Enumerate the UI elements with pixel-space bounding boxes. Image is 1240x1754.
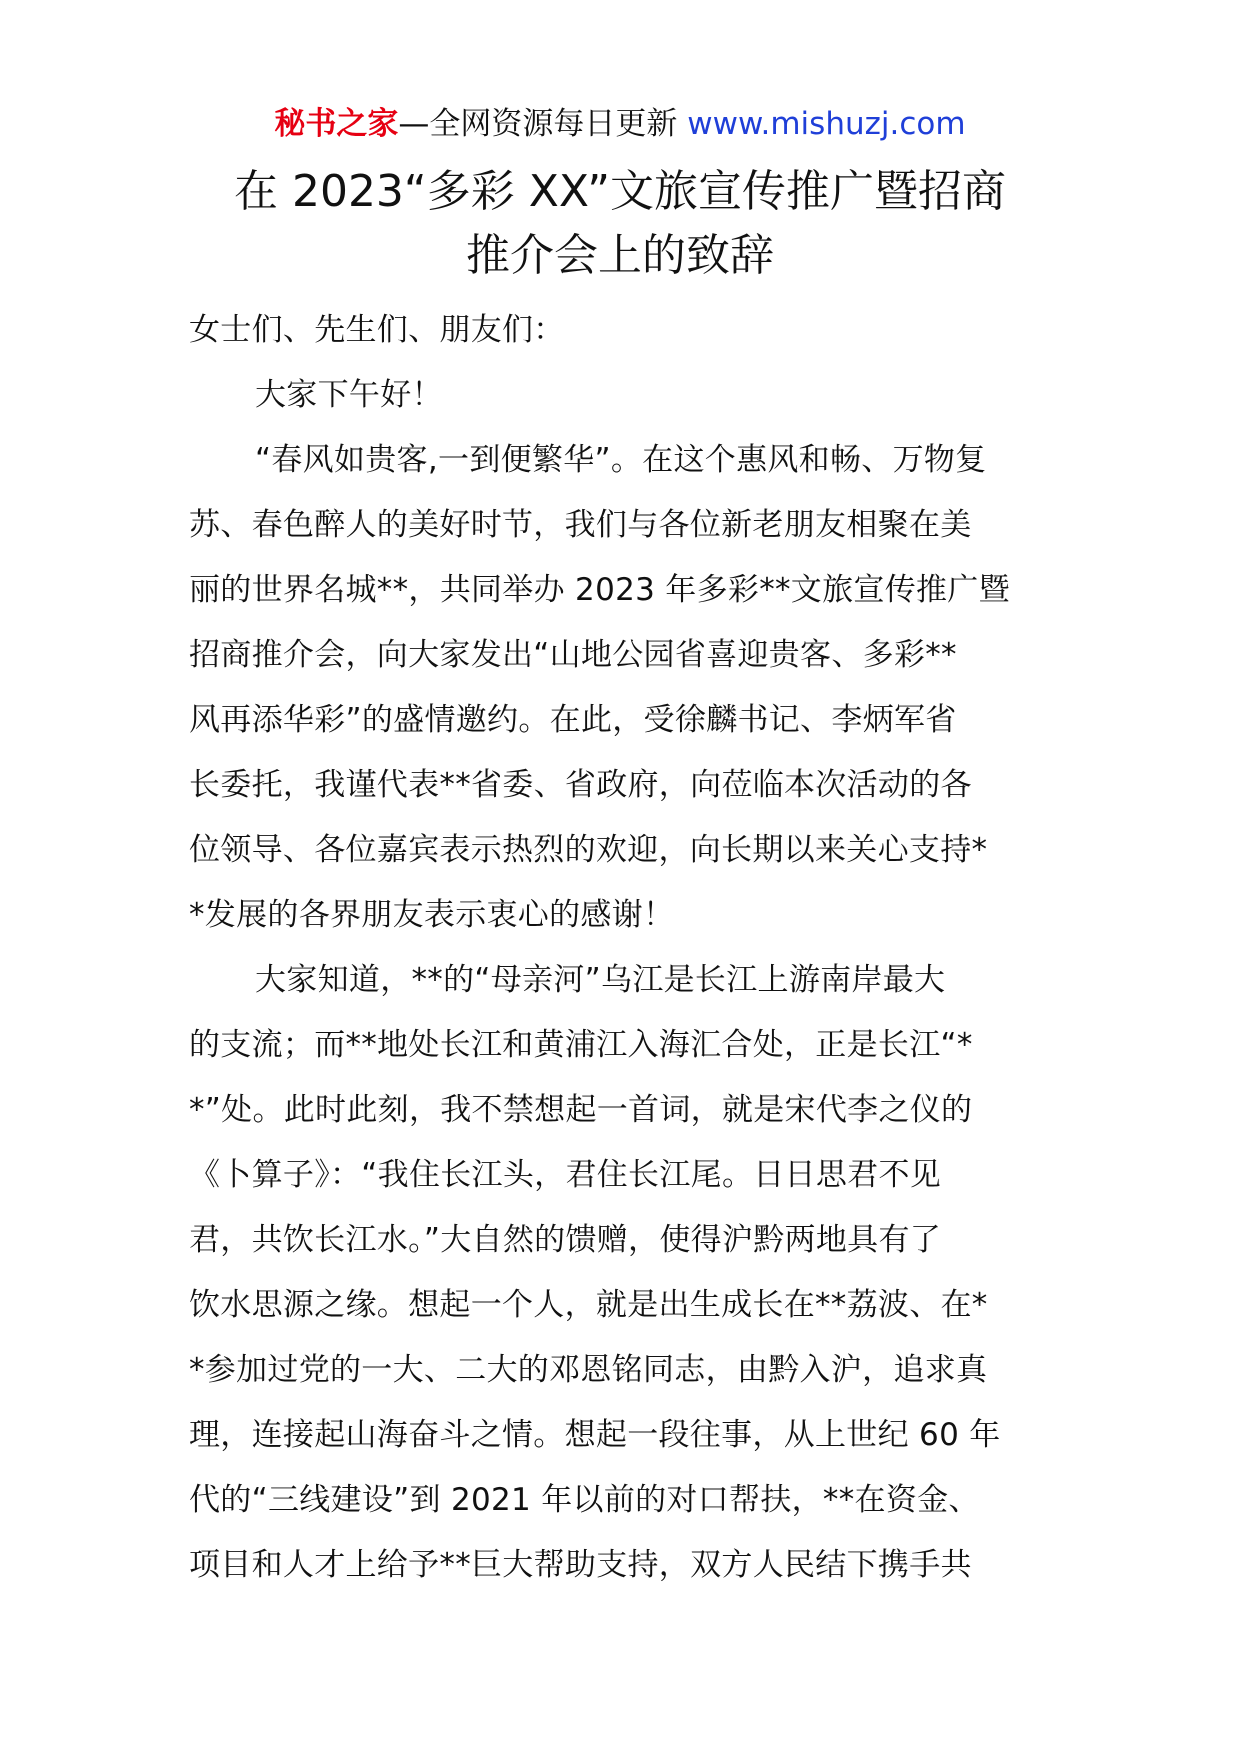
body-line: 长委托，我谨代表**省委、省政府，向莅临本次活动的各 [189,767,972,803]
body-line: 丽的世界名城**，共同举办 2023 年多彩**文旅宣传推广暨 [189,572,1010,608]
site-header [0,100,1240,148]
body-line: 项目和人才上给予**巨大帮助支持，双方人民结下携手共 [189,1547,972,1583]
title-line-1: 在 2023“多彩 XX”文旅宣传推广暨招商 [233,166,1007,217]
body-line: *”处。此时此刻，我不禁想起一首词，就是宋代李之仪的 [189,1092,973,1128]
body-line: 代的“三线建设”到 2021 年以前的对口帮扶，**在资金、 [189,1482,980,1518]
greeting-line: 大家下午好！ [255,377,443,413]
body-line: *参加过党的一大、二大的邓恩铭同志，由黔入沪，追求真 [189,1352,988,1388]
document-body [189,298,1051,1598]
title-line-2: 推介会上的致辞 [466,230,774,281]
body-line: 的支流；而**地处长江和黄浦江入海汇合处，正是长江“* [189,1027,973,1063]
body-line: 风再添华彩”的盛情邀约。在此，受徐麟书记、李炳军省 [189,702,957,738]
document-title [150,160,1090,288]
header-slogan: —全网资源每日更新 [398,106,688,142]
body-line: 苏、春色醉人的美好时节，我们与各位新老朋友相聚在美 [189,507,972,543]
site-url-link[interactable]: www.mishuzj.com [687,106,966,142]
salutation-line: 女士们、先生们、朋友们： [189,312,565,348]
brand-name: 秘书之家 [274,106,399,142]
body-line: 君，共饮长江水。”大自然的馈赠，使得沪黔两地具有了 [189,1222,942,1258]
body-line: 位领导、各位嘉宾表示热烈的欢迎，向长期以来关心支持* [189,832,988,868]
body-line: 招商推介会，向大家发出“山地公园省喜迎贵客、多彩** [189,637,957,673]
body-line: “春风如贵客,一到便繁华”。在这个惠风和畅、万物复 [255,442,987,478]
body-line: *发展的各界朋友表示衷心的感谢！ [189,897,675,933]
body-line: 《卜算子》：“我住长江头，君住长江尾。日日思君不见 [189,1157,942,1193]
body-line: 饮水思源之缘。想起一个人，就是出生成长在**荔波、在* [189,1287,988,1323]
body-line: 大家知道，**的“母亲河”乌江是长江上游南岸最大 [255,962,946,998]
body-line: 理，连接起山海奋斗之情。想起一段往事，从上世纪 60 年 [189,1417,1001,1453]
